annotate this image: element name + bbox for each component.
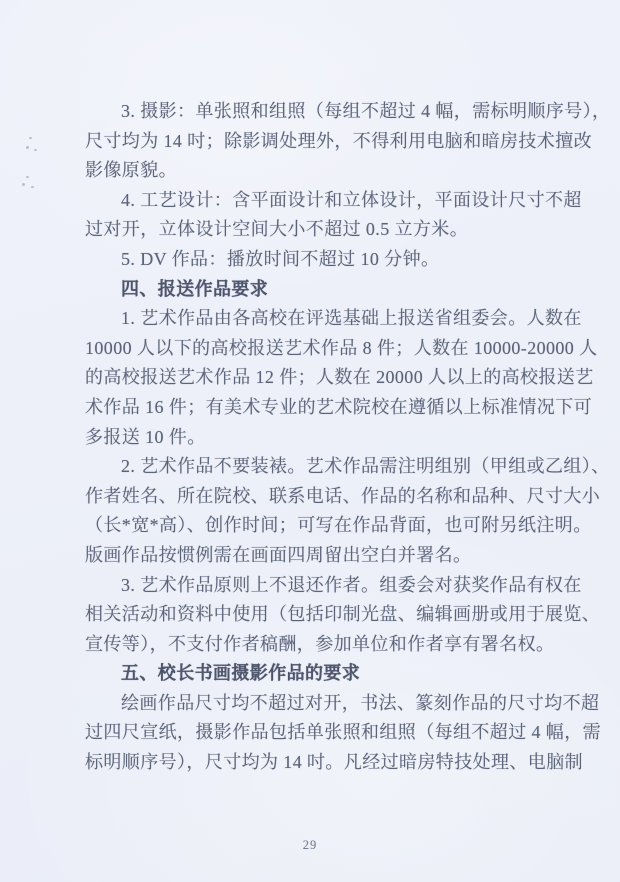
text-line: 绘画作品尺寸均不超过对开，书法、篆刻作品的尺寸均不超 (121, 692, 600, 713)
text-line: 5. DV 作品：播放时间不超过 10 分钟。 (121, 248, 440, 269)
scan-speck (22, 183, 25, 186)
text-line: 1. 艺术作品由各高校在评选基础上报送省组委会。人数在 (121, 308, 582, 329)
text-line: 版画作品按惯例需在画面四周留出空白并署名。 (85, 544, 472, 565)
section-heading-4: 四、报送作品要求 (121, 278, 269, 299)
scan-speck (29, 137, 32, 139)
text-line: 影像原貌。 (85, 160, 177, 181)
scan-speck (31, 186, 34, 188)
text-line: 过对开，立体设计空间大小不超过 0.5 立方米。 (85, 219, 469, 240)
text-line: 4. 工艺设计：含平面设计和立体设计，平面设计尺寸不超 (121, 189, 582, 210)
text-line: （长*宽*高）、创作时间；可写在作品背面，也可附另纸注明。 (85, 515, 592, 536)
text-line: 3. 摄影：单张照和组照（每组不超过 4 幅，需标明顺序号）， (121, 101, 611, 121)
section-heading-5: 五、校长书画摄影作品的要求 (121, 663, 361, 684)
scan-speck (26, 146, 29, 149)
text-line: 术作品 16 件；有美术专业的艺术院校在遵循以上标准情况下可 (85, 396, 592, 417)
scan-speck (34, 149, 37, 151)
page-number: 29 (302, 838, 318, 852)
text-line: 作者姓名、所在院校、联系电话、作品的名称和品种、尺寸大小 (85, 485, 601, 506)
text-line: 3. 艺术作品原则上不退还作者。组委会对获奖作品有权在 (121, 574, 582, 595)
text-line: 10000 人以下的高校报送艺术作品 8 件；人数在 10000-20000 人 (85, 337, 598, 358)
text-line: 过四尺宣纸，摄影作品包括单张照和组照（每组不超过 4 幅，需 (85, 722, 601, 743)
text-line: 2. 艺术作品不要装裱。艺术作品需注明组别（甲组或乙组）、 (121, 456, 610, 477)
scan-speck (26, 176, 29, 178)
text-line: 宣传等），不支付作者稿酬，参加单位和作者享有署名权。 (85, 633, 555, 654)
text-line: 多报送 10 件。 (85, 426, 206, 447)
text-line: 的高校报送艺术作品 12 件；人数在 20000 人以上的高校报送艺 (85, 367, 594, 388)
text-line: 尺寸均为 14 吋；除影调处理外，不得利用电脑和暗房技术擅改 (85, 130, 592, 151)
text-line: 相关活动和资料中使用（包括印制光盘、编辑画册或用于展览、 (85, 604, 601, 625)
document-body (85, 97, 611, 778)
text-line: 标明顺序号），尺寸均为 14 吋。凡经过暗房特技处理、电脑制 (85, 752, 583, 773)
